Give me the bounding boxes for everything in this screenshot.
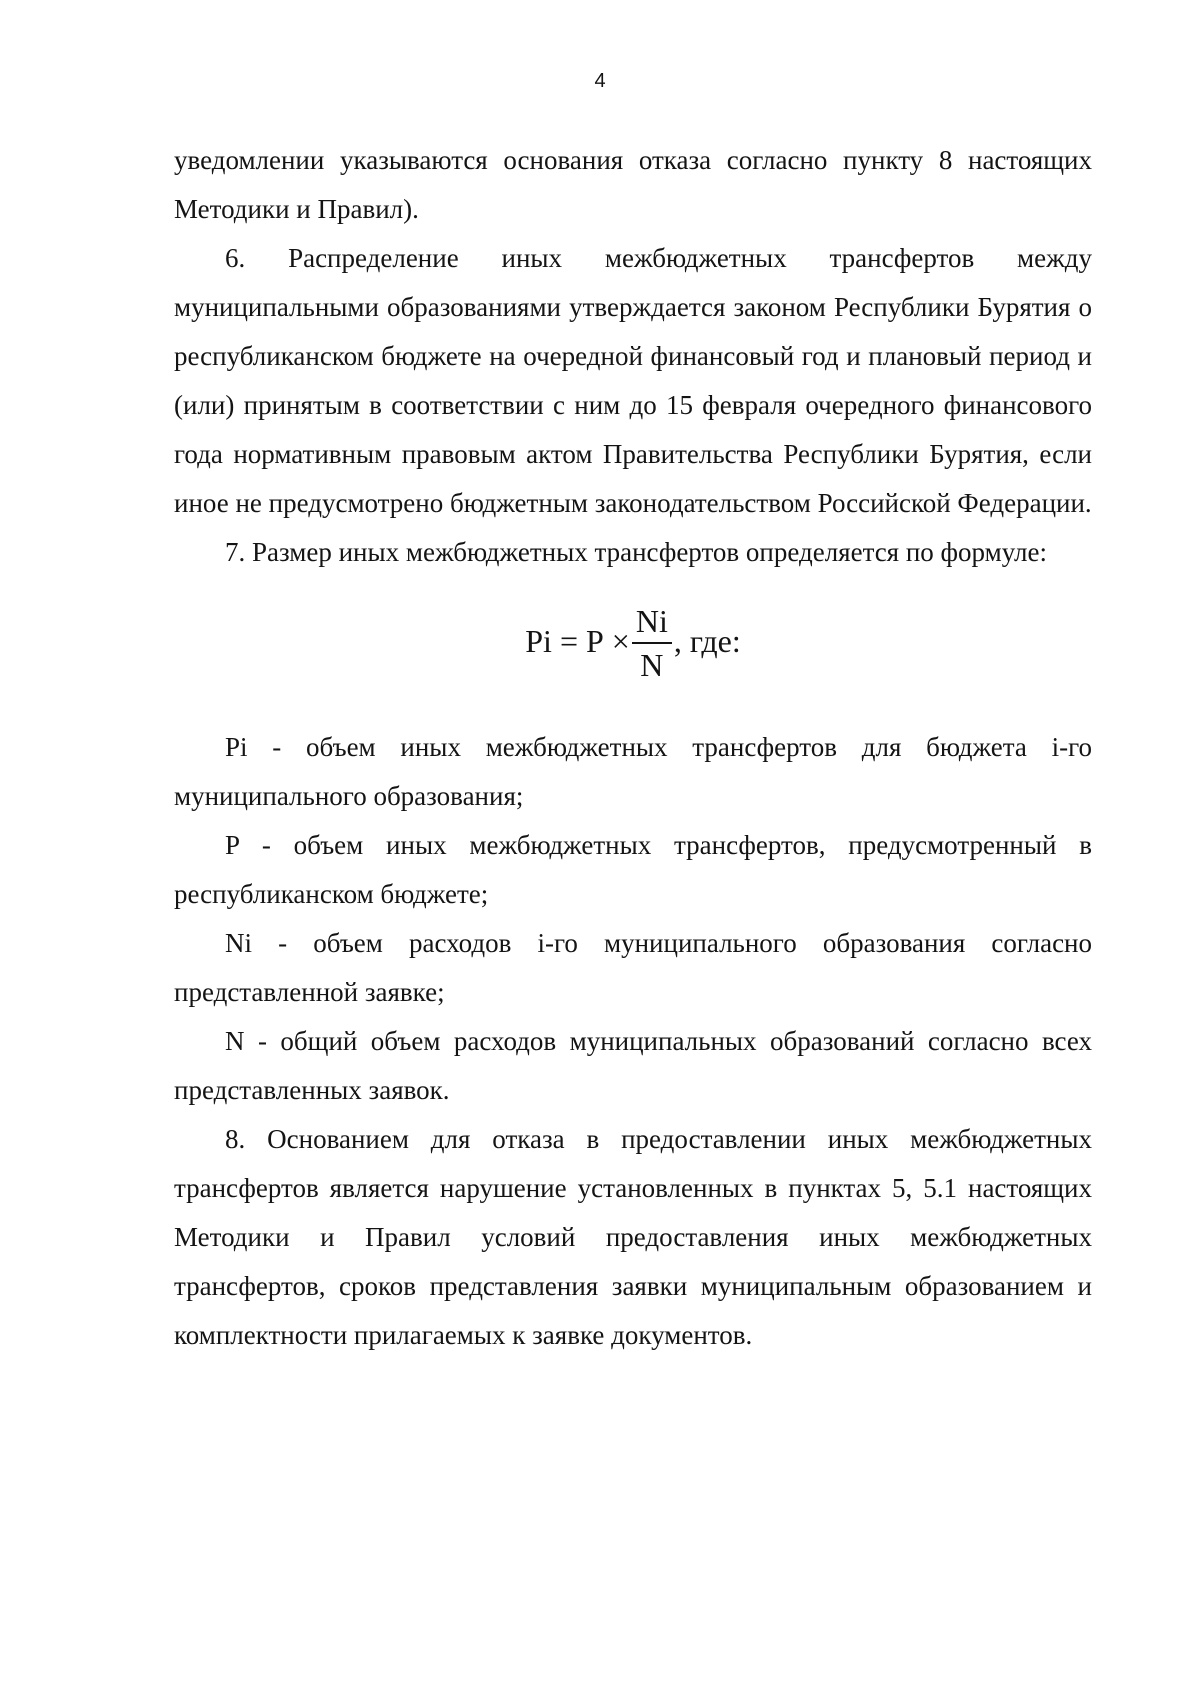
formula-numerator: Ni	[632, 605, 672, 644]
paragraph-item-7: 7. Размер иных межбюджетных трансфертов определяется по формуле:	[225, 537, 1047, 567]
formula	[174, 593, 1092, 689]
formula-equals: =	[559, 623, 578, 659]
definition-pi: Pi - объем иных межбюджетных трансфертов для бюджета i-го муниципального образования;	[174, 732, 1092, 811]
formula-factor: P	[585, 623, 604, 659]
definition-p: P - объем иных межбюджетных трансфертов, предусмотренный в республиканском бюджете;	[174, 830, 1092, 909]
paragraph-item-6: 6. Распределение иных межбюджетных трансфертов между муниципальными образованиями утверждается законом Республики Бурятия о республиканском бюджете на очередной финансовый год и плановый период и (или) принятым в соответствии с ним до 15 февраля очередного финансового года нормативным правовым актом Правительства Республики Бурятия, если иное не предусмотрено бюджетным законодательством Российской Федерации.	[174, 243, 1092, 518]
formula-denominator: N	[640, 647, 664, 683]
definition-ni: Ni - объем расходов i-го муниципального образования согласно представленной заявке;	[174, 928, 1092, 1007]
formula-times: ×	[611, 623, 630, 659]
formula-left: Pi	[525, 623, 552, 659]
paragraph-continuation: уведомлении указываются основания отказа согласно пункту 8 настоящих Методики и Правил).	[174, 145, 1092, 224]
formula-fraction	[632, 605, 672, 681]
document-body	[174, 136, 1092, 1360]
definition-n: N - общий объем расходов муниципальных образований согласно всех представленных заявок.	[174, 1026, 1092, 1105]
formula-suffix: , где:	[673, 623, 741, 659]
paragraph-item-8: 8. Основанием для отказа в предоставлении иных межбюджетных трансфертов является нарушение установленных в пунктах 5, 5.1 настоящих Методики и Правил условий предоставления иных межбюджетных трансфертов, сроков представления заявки муниципальным образованием и комплектности прилагаемых к заявке документов.	[174, 1124, 1092, 1350]
page-number: 4	[594, 70, 606, 92]
